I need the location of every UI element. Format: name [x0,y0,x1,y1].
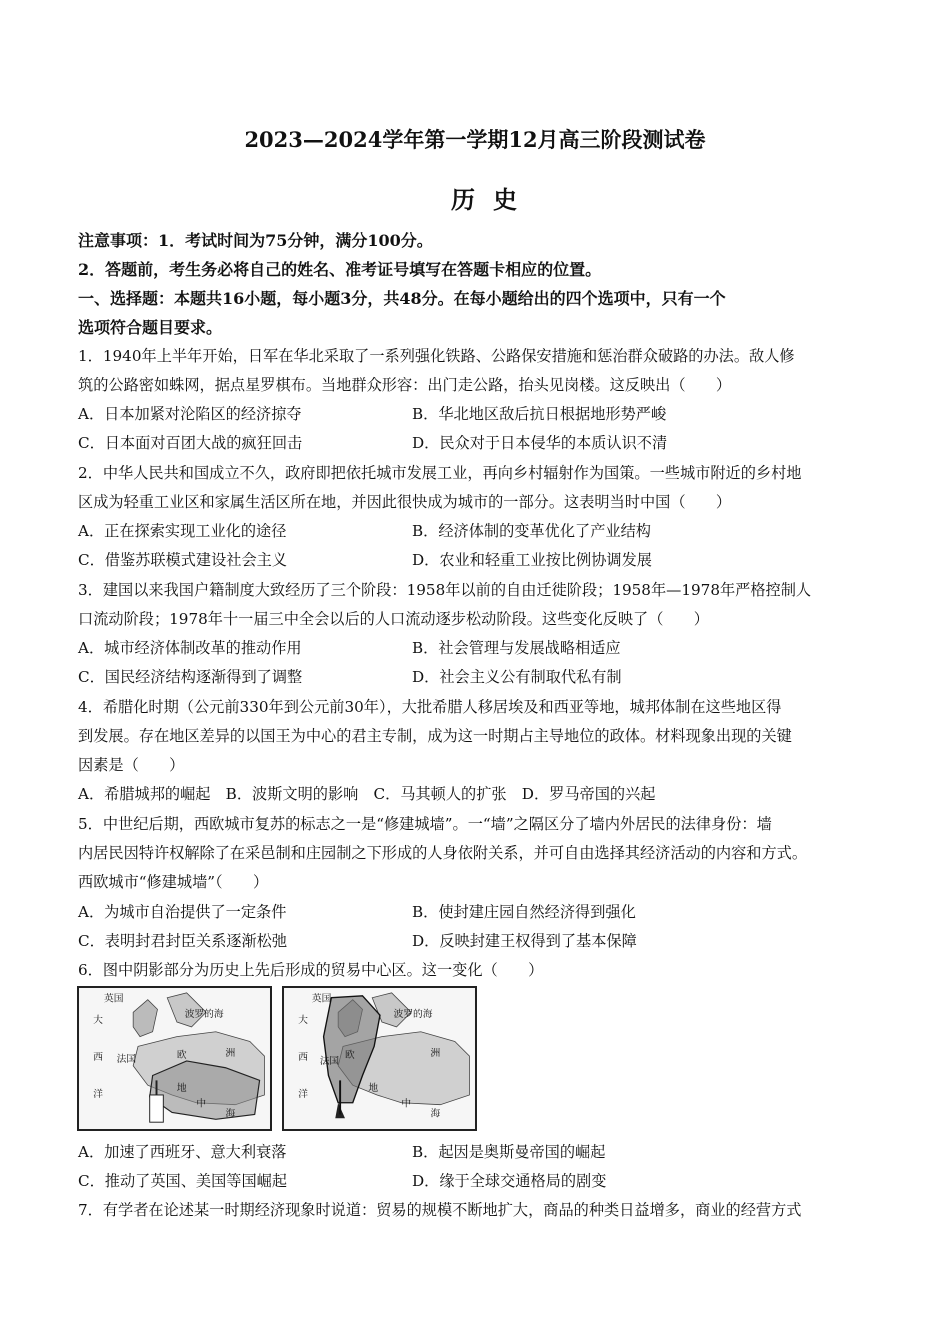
trade-map-left [77,986,272,1131]
europe-map-right-graphic [284,988,475,1129]
q3-option-a: A．城市经济体制改革的推动作用 [78,639,302,657]
q3-option-d: D．社会主义公有制取代私有制 [412,668,622,686]
q5-stem-3: 西欧城市“修建城墙”（ ） [78,873,269,891]
notes-line-1: 注意事项：1．考试时间为75分钟，满分100分。 [78,231,433,250]
q1-option-d: D．民众对于日本侵华的本质认识不清 [412,434,668,452]
q4-stem-2: 到发展。存在地区差异的以国王为中心的君主专制，成为这一时期占主导地位的政体。材料现象出现的关键 [78,727,792,745]
map-left-label-da: 大 [93,1015,104,1027]
q2-option-a: A．正在探索实现工业化的途径 [78,522,287,540]
q5-option-a: A．为城市自治提供了一定条件 [78,903,287,921]
q6-option-a: A．加速了西班牙、意大利衰落 [78,1143,287,1161]
q3-stem-1: 3．建国以来我国户籍制度大致经历了三个阶段：1958年以前的自由迁徙阶段；1958年—1978年严格控制人 [78,581,812,599]
section-line-1: 一、选择题：本题共16小题，每小题3分，共48分。在每小题给出的四个选项中，只有一个 [78,289,726,308]
map-right-label-baltic: 波罗的海 [393,1009,433,1021]
q5-stem-2: 内居民因特许权解除了在采邑制和庄园制之下形成的人身依附关系，并可自由选择其经济活动的内容和方式。 [78,844,807,862]
q5-option-b: B．使封建庄园自然经济得到强化 [412,903,636,921]
q4-stem-3: 因素是（ ） [78,756,185,774]
map-left-label-ou: 欧 [176,1050,187,1062]
map-right-label-uk: 英国 [311,993,332,1005]
q2-option-d: D．农业和轻重工业按比例协调发展 [412,551,652,569]
q3-stem-2: 口流动阶段；1978年十一届三中全会以后的人口流动逐步松动阶段。这些变化反映了（ ） [78,610,709,628]
q4-options: A．希腊城邦的崛起 B．波斯文明的影响 C．马其顿人的扩张 D．罗马帝国的兴起 [78,785,656,803]
exam-title: 2023—2024学年第一学期12月高三阶段测试卷 [244,127,706,152]
map-left-label-hai: 海 [225,1108,236,1120]
q1-stem-2: 筑的公路密如蛛网，据点星罗棋布。当地群众形容：出门走公路，抬头见岗楼。这反映出（ ） [78,376,732,394]
q6-option-b: B．起因是奥斯曼帝国的崛起 [412,1143,606,1161]
section-line-2: 选项符合题目要求。 [78,318,223,337]
map-right-label-ou: 欧 [344,1050,355,1062]
trade-map-right [282,986,477,1131]
map-left-label-zhong: 中 [196,1098,207,1110]
q6-stem-1: 6．图中阴影部分为历史上先后形成的贸易中心区。这一变化（ ） [78,961,544,979]
q2-option-b: B．经济体制的变革优化了产业结构 [412,522,651,540]
europe-map-left-graphic [79,988,270,1129]
q7-stem-1: 7．有学者在论述某一时期经济现象时说道：贸易的规模不断地扩大，商品的种类日益增多，商业的经营方式 [78,1201,802,1219]
map-right-label-zhong: 中 [401,1098,412,1110]
map-right-label-zhou: 洲 [430,1048,441,1060]
map-left-label-baltic: 波罗的海 [184,1009,224,1021]
map-left-label-yang: 洋 [93,1088,104,1100]
map-right-label-hai: 海 [430,1108,441,1120]
q5-option-d: D．反映封建王权得到了基本保障 [412,932,637,950]
notes-line-2: 2．答题前，考生务必将自己的姓名、准考证号填写在答题卡相应的位置。 [78,260,602,279]
q1-stem-1: 1．1940年上半年开始，日军在华北采取了一系列强化铁路、公路保安措施和惩治群众破路的办法。敌人修 [78,347,795,365]
q2-option-c: C．借鉴苏联模式建设社会主义 [78,551,288,569]
subject-title: 历史 [451,185,535,214]
q1-option-c: C．日本面对百团大战的疯狂回击 [78,434,303,452]
map-left-label-zhou: 洲 [225,1048,236,1060]
q3-option-b: B．社会管理与发展战略相适应 [412,639,621,657]
q1-option-b: B．华北地区敌后抗日根据地形势严峻 [412,405,667,423]
q3-option-c: C．国民经济结构逐渐得到了调整 [78,668,303,686]
map-left-label-uk: 英国 [104,993,124,1005]
q5-stem-1: 5．中世纪后期，西欧城市复苏的标志之一是“修建城墙”。一“墙”之隔区分了墙内外居民的法律身份：墙 [78,815,772,833]
map-left-label-france: 法国 [116,1053,137,1065]
map-right-label-da: 大 [298,1015,309,1027]
map-left-label-xi: 西 [93,1051,104,1063]
map-right-label-yang: 洋 [298,1088,309,1100]
map-left-label-di: 地 [176,1083,187,1095]
q5-option-c: C．表明封君封臣关系逐渐松弛 [78,932,288,950]
q6-option-d: D．缘于全球交通格局的剧变 [412,1172,607,1190]
q2-stem-2: 区成为轻重工业区和家属生活区所在地，并因此很快成为城市的一部分。这表明当时中国（ ） [78,493,732,511]
q4-stem-1: 4．希腊化时期（公元前330年到公元前30年），大批希腊人移居埃及和西亚等地，城邦体制在这些地区得 [78,698,782,716]
map-right-label-di: 地 [368,1083,379,1095]
map-right-label-xi: 西 [298,1051,309,1063]
q2-stem-1: 2．中华人民共和国成立不久，政府即把依托城市发展工业，再向乡村辐射作为国策。一些城市附近的乡村地 [78,464,802,482]
map-right-label-france: 法国 [319,1055,340,1067]
q6-option-c: C．推动了英国、美国等国崛起 [78,1172,288,1190]
q1-option-a: A．日本加紧对沦陷区的经济掠夺 [78,405,302,423]
